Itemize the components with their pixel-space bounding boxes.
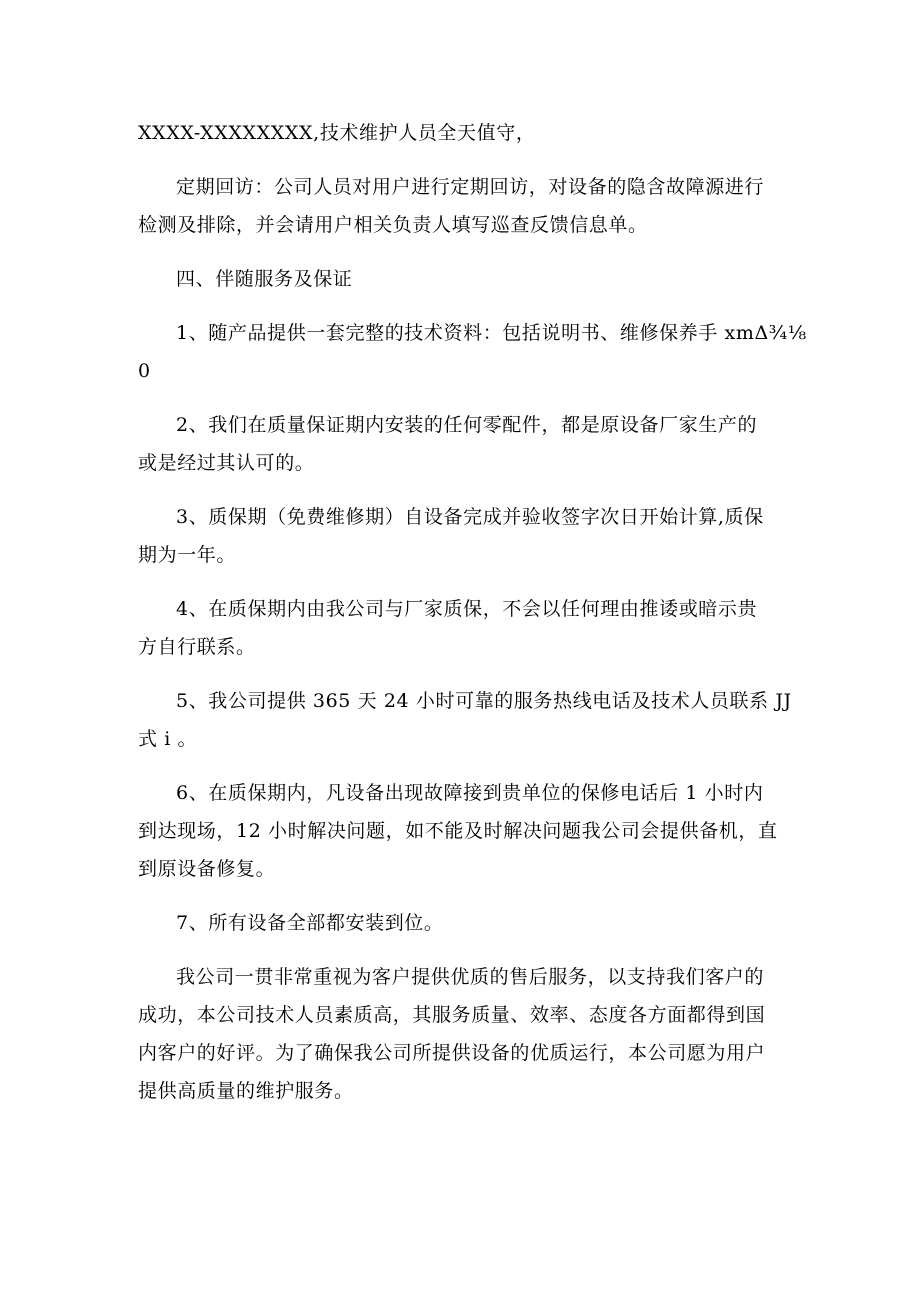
text-line: 7、所有设备全部都安装到位。 (176, 912, 444, 934)
text-line: 2、我们在质量保证期内安装的任何零配件，都是原设备厂家生产的 (176, 414, 758, 436)
list-item-4 (138, 590, 788, 666)
text-line: 检测及排除，并会请用户相关负责人填写巡查反馈信息单。 (138, 214, 648, 236)
list-item-7 (138, 904, 788, 942)
text-line: 式 i 。 (138, 728, 198, 750)
text-line: 成功，本公司技术人员素质高，其服务质量、效率、态度各方面都得到国 (138, 1004, 766, 1026)
text-line: 我公司一贯非常重视为客户提供优质的售后服务，以支持我们客户的 (176, 966, 765, 988)
text-line: 到达现场，12 小时解决问题，如不能及时解决问题我公司会提供备机，直 (138, 820, 778, 842)
text-line: 内客户的好评。为了确保我公司所提供设备的优质运行，本公司愿为用户 (138, 1042, 766, 1064)
text-line: 期为一年。 (138, 544, 237, 566)
text-line: XXXX-XXXXXXXX,技术维护人员全天值守， (138, 122, 536, 144)
text-line: 0 (138, 360, 151, 382)
paragraph-company-commitment (138, 958, 788, 1110)
text-line: 1、随产品提供一套完整的技术资料：包括说明书、维修保养手 xmΔ¾⅛ (176, 322, 807, 344)
text-line: 或是经过其认可的。 (138, 452, 315, 474)
text-line: 6、在质保期内，凡设备出现故障接到贵单位的保修电话后 1 小时内 (176, 782, 764, 804)
section-heading-service-guarantee (138, 260, 788, 298)
paragraph-hotline-continuation (138, 114, 788, 152)
list-item-6 (138, 774, 788, 888)
text-line: 四、伴随服务及保证 (176, 268, 353, 290)
text-line: 方自行联系。 (138, 636, 256, 658)
text-line: 提供高质量的维护服务。 (138, 1080, 354, 1102)
list-item-1 (138, 314, 807, 390)
text-line: 3、质保期（免费维修期）自设备完成并验收签字次日开始计算,质保 (176, 506, 764, 528)
document-body (138, 114, 807, 1110)
text-line: 到原设备修复。 (138, 858, 276, 880)
text-line: 4、在质保期内由我公司与厂家质保，不会以任何理由推诿或暗示贵 (176, 598, 758, 620)
text-line: 定期回访：公司人员对用户进行定期回访，对设备的隐含故障源进行 (176, 176, 765, 198)
text-line: 5、我公司提供 365 天 24 小时可靠的服务热线电话及技术人员联系 JJ (176, 690, 792, 712)
list-item-3 (138, 498, 788, 574)
paragraph-regular-visits (138, 168, 788, 244)
list-item-5 (138, 682, 792, 758)
list-item-2 (138, 406, 788, 482)
